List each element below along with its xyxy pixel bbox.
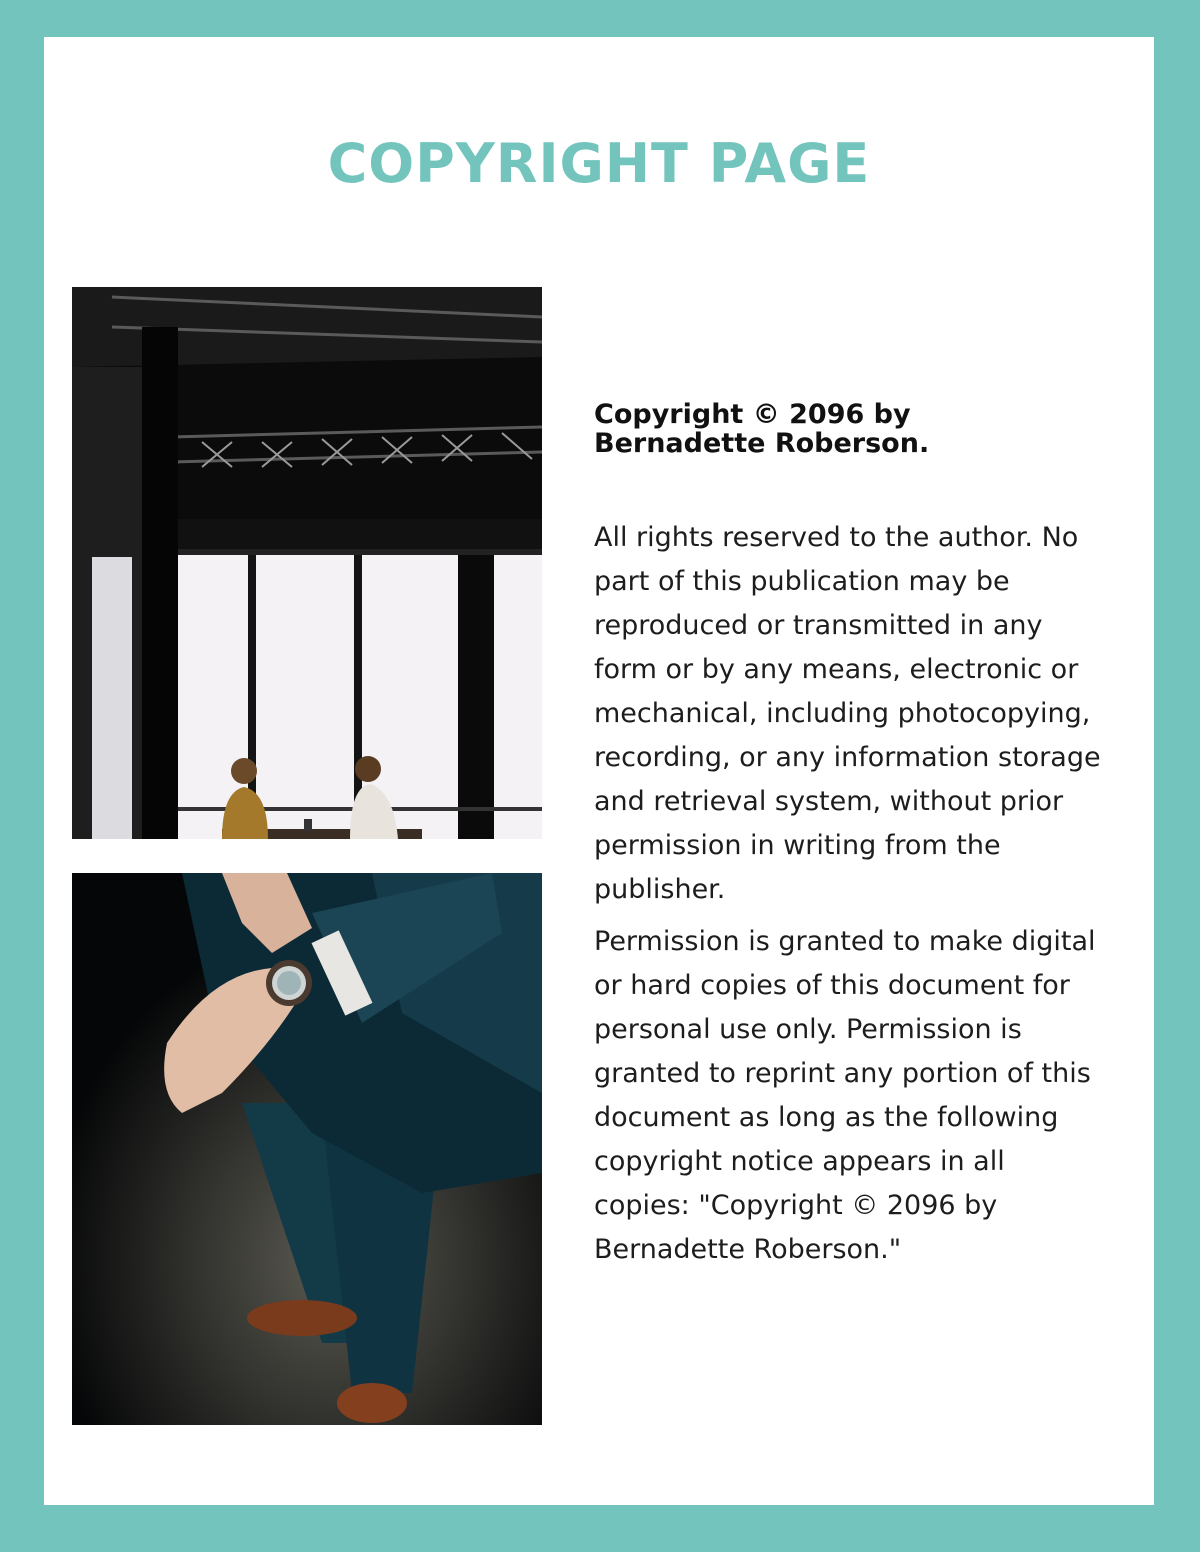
permission-paragraph: Permission is granted to make digital or hard copies of this document for personal use only. Permission is granted to reprint any portion of this document as long as the following copyright notice appears in all copies: "Copyright © 2096 by Bernadette Roberson." <box>594 926 1096 1265</box>
man-checking-watch-photo <box>72 873 542 1425</box>
office-meeting-photo <box>72 287 542 839</box>
page-title: COPYRIGHT PAGE <box>327 132 871 195</box>
document-page <box>44 37 1154 1505</box>
copyright-statement: Copyright © 2096 by Bernadette Roberson. <box>594 399 930 459</box>
rights-reserved-paragraph: All rights reserved to the author. No part of this publication may be reproduced or transmitted in any form or by any means, electronic or mechanical, including photocopying, recording, or any information storage and retrieval system, without prior permission in writing from the publisher. <box>594 522 1101 905</box>
